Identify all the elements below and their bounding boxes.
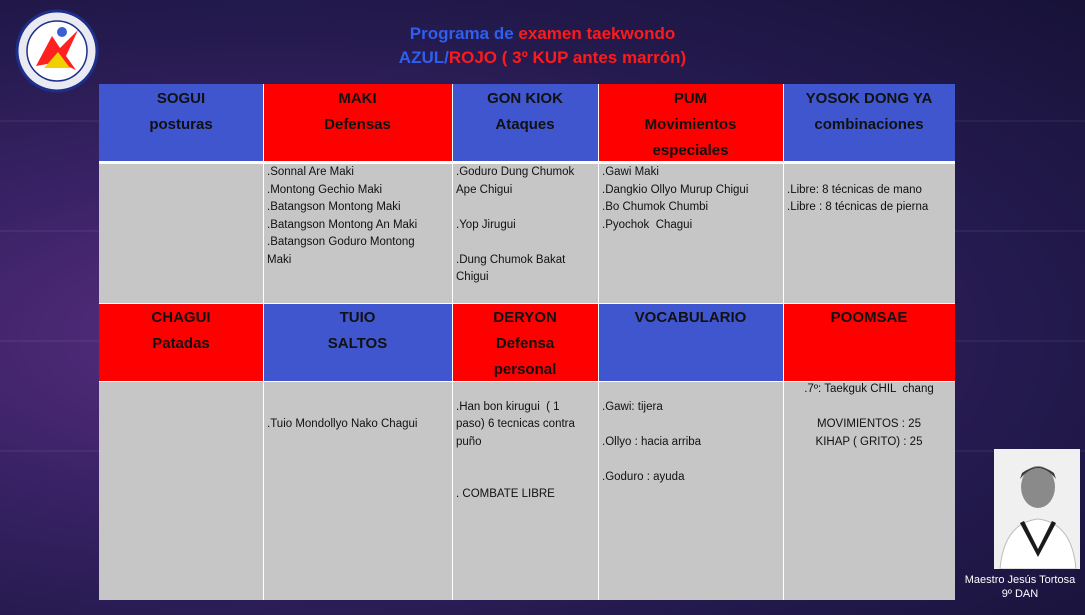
master-caption [955,573,1085,601]
vocab-line [602,451,779,469]
header-subtitle: Defensas [324,116,391,133]
technique-line: .Libre: 8 técnicas de mano [787,183,922,196]
cell-deryon-content [452,381,598,600]
header-yosok-dong-ya [783,84,955,161]
technique-line: . COMBATE LIBRE [456,488,555,500]
cell-yosok-content [783,164,955,303]
title-part-blue: Programa de [409,24,519,43]
header-title: POOMSAE [830,309,908,326]
technique-line [456,199,594,217]
technique-line: .Libre : 8 técnicas de pierna [787,201,929,213]
vocab-line [602,416,779,434]
poomsae-line: .7º: Taekguk CHIL chang [804,383,934,395]
header-deryon [452,303,598,381]
technique-line [456,381,594,399]
header-gon-kiok [452,84,598,161]
header-title: TUIO [339,309,376,326]
technique-line [267,399,448,417]
cell-gon-kiok-content [452,164,598,303]
technique-line [456,451,594,469]
cell-tuio-content [263,381,452,600]
cell-maki-content [263,164,452,303]
header-title: CHAGUI [151,309,211,326]
poomsae-line [787,399,951,417]
technique-line [456,469,594,487]
subtitle-part-red: ROJO ( 3º KUP antes marrón) [448,48,687,67]
header-pum [598,84,783,161]
technique-line: .Gawi Maki [602,166,659,178]
technique-line: .Batangson Montong An Maki [267,218,418,231]
technique-line: .Sonnal Are Maki [267,166,354,178]
cell-poomsae-content [783,381,955,600]
technique-line: .Dung Chumok Bakat [456,253,566,266]
poomsae-line: KIHAP ( GRITO) : 25 [815,435,923,448]
technique-line: Chigui [456,271,489,283]
cell-chagui-content [99,381,263,600]
technique-line [456,234,594,252]
technique-line: Maki [267,253,292,266]
technique-line: .Han bon kirugui ( 1 [456,400,560,413]
master-photo [994,449,1080,569]
vocab-line: .Gawi: tijera [602,400,663,413]
technique-line: Ape Chigui [456,183,513,196]
exam-program-table [99,84,955,600]
header-subtitle: Patadas [152,335,210,352]
technique-line: .Pyochok Chagui [602,218,693,231]
header-subtitle: Defensa [495,335,555,352]
header-subtitle: SALTOS [327,335,388,352]
header-poomsae [783,303,955,381]
cell-pum-content [598,164,783,303]
technique-line: .Montong Gechio Maki [267,183,383,196]
header-chagui [99,303,263,381]
header-sogui [99,84,263,161]
master-name: Maestro Jesús Tortosa [964,574,1076,586]
header-title: VOCABULARIO [634,309,747,326]
vocab-line: .Goduro : ayuda [602,470,685,483]
header-subtitle-2: especiales [652,142,729,159]
header-title: PUM [673,90,708,107]
technique-line: .Yop Jirugui [456,218,516,231]
header-title: SOGUI [156,90,206,107]
technique-line: paso) 6 tecnicas contra [456,418,575,430]
header-subtitle: posturas [149,116,213,133]
page-title [0,22,1085,70]
technique-line [267,381,448,399]
header-title: YOSOK DONG YA [805,90,933,107]
header-subtitle: Ataques [495,116,555,133]
cell-sogui-content [99,164,263,303]
technique-line [787,164,951,182]
subtitle-part-blue: AZUL/ [398,48,449,67]
cell-vocabulario-content [598,381,783,600]
technique-line: puño [456,435,482,448]
technique-line: .Batangson Montong Maki [267,201,401,213]
technique-line: .Tuio Mondollyo Nako Chagui [267,418,418,430]
technique-line: .Goduro Dung Chumok [456,166,575,178]
technique-line: .Bo Chumok Chumbi [602,201,709,213]
header-title: GON KIOK [487,90,563,107]
header-subtitle: combinaciones [814,116,924,133]
master-rank: 9º DAN [1001,588,1039,600]
header-subtitle: Movimientos [644,116,737,133]
header-title: MAKI [338,90,377,107]
header-tuio [263,303,452,381]
header-title: DERYON [493,309,557,326]
title-part-red: examen taekwondo [518,24,676,43]
header-vocabulario [598,303,783,381]
header-maki [263,84,452,161]
header-subtitle-2: personal [493,361,557,378]
technique-line: .Dangkio Ollyo Murup Chigui [602,183,749,196]
vocab-line: .Ollyo : hacia arriba [602,435,702,448]
vocab-line [602,381,779,399]
technique-line: .Batangson Goduro Montong [267,236,415,248]
poomsae-line: MOVIMIENTOS : 25 [817,418,921,430]
